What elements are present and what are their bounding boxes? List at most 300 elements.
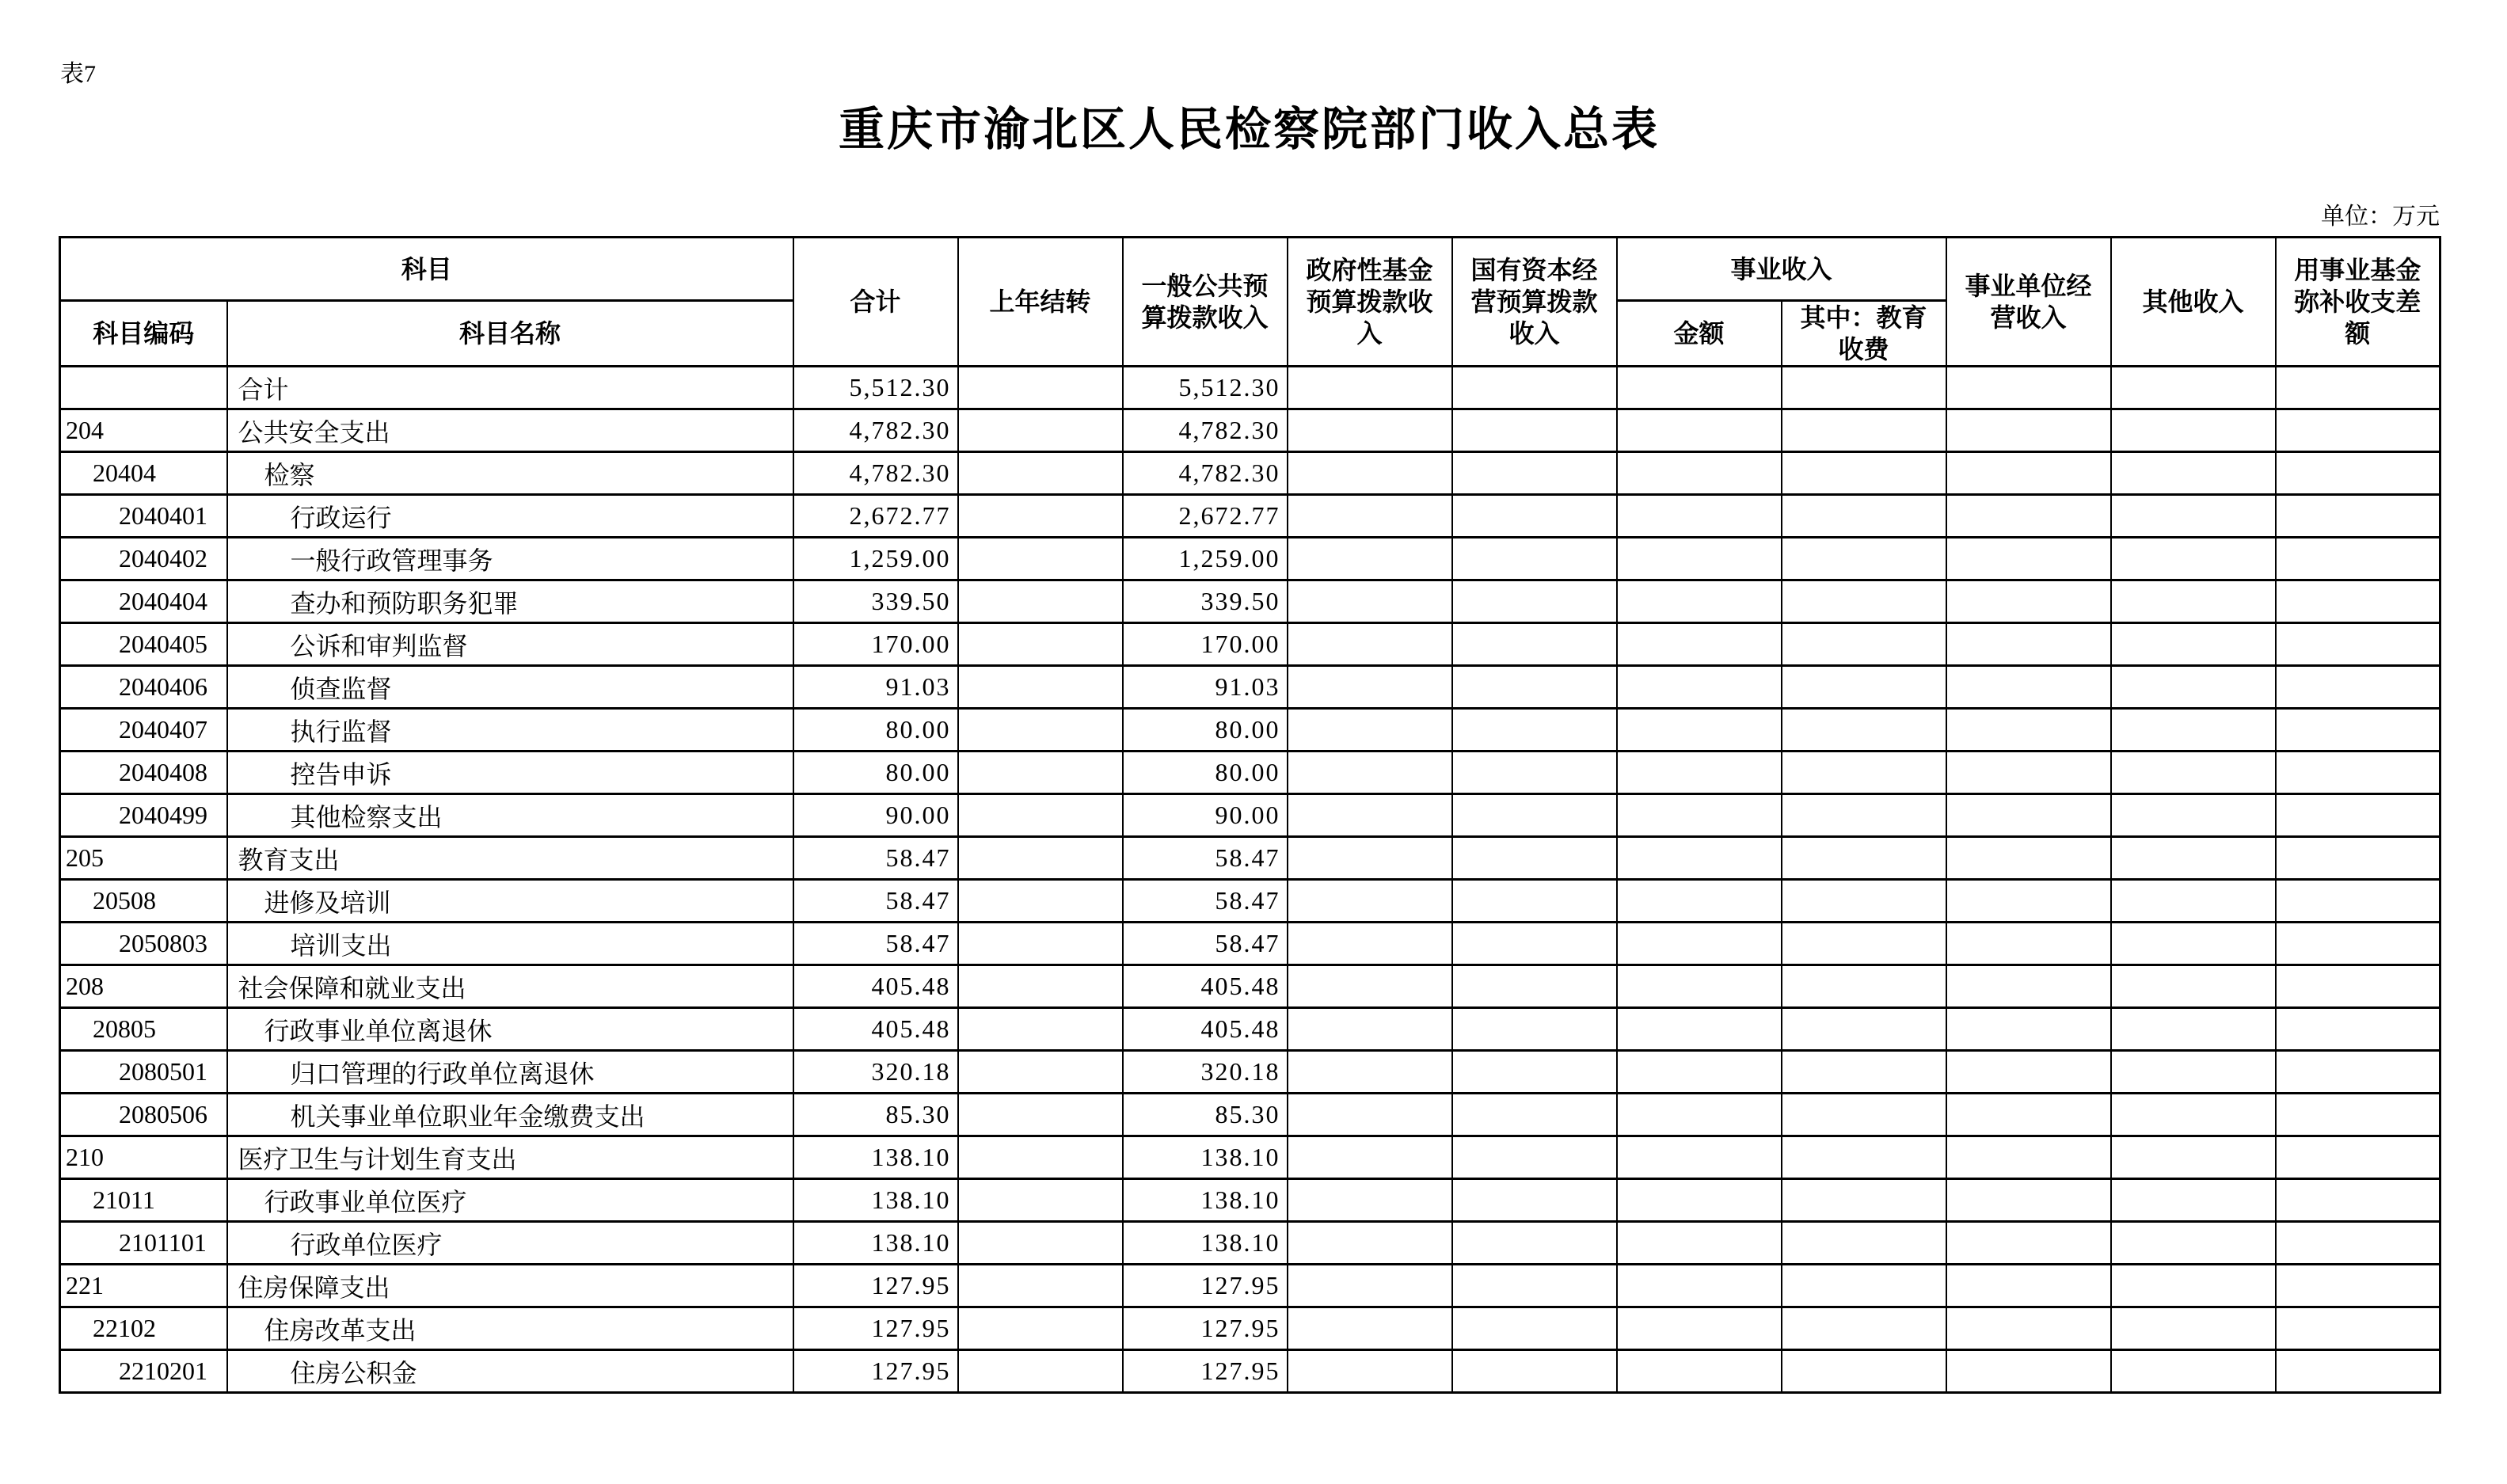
cell-general: 58.47 — [1123, 837, 1288, 880]
cell-code — [60, 367, 227, 409]
cell-state_capital — [1452, 965, 1617, 1008]
cell-state_capital — [1452, 1307, 1617, 1350]
cell-biz_oper — [1946, 1008, 2111, 1051]
cell-other — [2111, 880, 2276, 923]
cell-fund_bal — [2276, 965, 2440, 1008]
header-subject-group: 科目 — [60, 238, 793, 301]
cell-biz_edu — [1782, 1265, 1946, 1307]
cell-general: 138.10 — [1123, 1222, 1288, 1265]
cell-other — [2111, 1265, 2276, 1307]
cell-biz_edu — [1782, 452, 1946, 495]
cell-other — [2111, 752, 2276, 794]
cell-general: 170.00 — [1123, 623, 1288, 666]
cell-biz_amount — [1617, 837, 1782, 880]
cell-fund_bal — [2276, 1136, 2440, 1179]
cell-code: 2040499 — [60, 794, 227, 837]
cell-code: 2101101 — [60, 1222, 227, 1265]
cell-total: 5,512.30 — [793, 367, 958, 409]
cell-name: 住房保障支出 — [227, 1265, 793, 1307]
cell-biz_amount — [1617, 452, 1782, 495]
cell-fund_bal — [2276, 1094, 2440, 1136]
cell-name: 行政运行 — [227, 495, 793, 538]
cell-total: 127.95 — [793, 1307, 958, 1350]
cell-carryover — [958, 623, 1123, 666]
table-row — [60, 1179, 2440, 1222]
cell-biz_amount — [1617, 1265, 1782, 1307]
cell-code: 22102 — [60, 1307, 227, 1350]
cell-code: 2080506 — [60, 1094, 227, 1136]
cell-other — [2111, 923, 2276, 965]
cell-name: 教育支出 — [227, 837, 793, 880]
cell-state_capital — [1452, 409, 1617, 452]
cell-biz_amount — [1617, 923, 1782, 965]
cell-biz_amount — [1617, 495, 1782, 538]
cell-gov_fund — [1288, 409, 1452, 452]
cell-state_capital — [1452, 1179, 1617, 1222]
cell-other — [2111, 1179, 2276, 1222]
cell-state_capital — [1452, 623, 1617, 666]
cell-biz_oper — [1946, 1265, 2111, 1307]
cell-fund_bal — [2276, 1222, 2440, 1265]
cell-carryover — [958, 837, 1123, 880]
cell-name: 归口管理的行政单位离退休 — [227, 1051, 793, 1094]
cell-total: 80.00 — [793, 752, 958, 794]
cell-name: 行政事业单位医疗 — [227, 1179, 793, 1222]
cell-state_capital — [1452, 1265, 1617, 1307]
cell-fund_bal — [2276, 580, 2440, 623]
cell-other — [2111, 367, 2276, 409]
cell-total: 320.18 — [793, 1051, 958, 1094]
cell-code: 208 — [60, 965, 227, 1008]
cell-biz_edu — [1782, 580, 1946, 623]
cell-biz_oper — [1946, 794, 2111, 837]
table-row — [60, 452, 2440, 495]
cell-name: 行政单位医疗 — [227, 1222, 793, 1265]
cell-code: 2040404 — [60, 580, 227, 623]
cell-carryover — [958, 538, 1123, 580]
cell-state_capital — [1452, 1094, 1617, 1136]
cell-name: 进修及培训 — [227, 880, 793, 923]
cell-other — [2111, 1094, 2276, 1136]
cell-other — [2111, 495, 2276, 538]
cell-name: 合计 — [227, 367, 793, 409]
cell-general: 58.47 — [1123, 880, 1288, 923]
cell-other — [2111, 409, 2276, 452]
cell-biz_edu — [1782, 1350, 1946, 1393]
cell-biz_oper — [1946, 709, 2111, 752]
cell-biz_edu — [1782, 1307, 1946, 1350]
header-general-budget: 一般公共预算拨款收入 — [1123, 238, 1288, 367]
cell-biz_amount — [1617, 1051, 1782, 1094]
sheet-label: 表7 — [60, 61, 96, 87]
cell-biz_edu — [1782, 923, 1946, 965]
cell-total: 170.00 — [793, 623, 958, 666]
page-title: 重庆市渝北区人民检察院部门收入总表 — [838, 104, 1660, 155]
cell-biz_edu — [1782, 1222, 1946, 1265]
cell-biz_oper — [1946, 623, 2111, 666]
cell-biz_oper — [1946, 965, 2111, 1008]
cell-fund_bal — [2276, 367, 2440, 409]
cell-carryover — [958, 666, 1123, 709]
cell-biz_amount — [1617, 965, 1782, 1008]
cell-fund_bal — [2276, 1307, 2440, 1350]
cell-state_capital — [1452, 1222, 1617, 1265]
cell-biz_oper — [1946, 923, 2111, 965]
cell-general: 1,259.00 — [1123, 538, 1288, 580]
cell-gov_fund — [1288, 1350, 1452, 1393]
table-row — [60, 495, 2440, 538]
cell-other — [2111, 794, 2276, 837]
cell-name: 社会保障和就业支出 — [227, 965, 793, 1008]
cell-total: 58.47 — [793, 837, 958, 880]
cell-fund_bal — [2276, 880, 2440, 923]
table-row — [60, 538, 2440, 580]
cell-total: 85.30 — [793, 1094, 958, 1136]
cell-fund_bal — [2276, 709, 2440, 752]
cell-gov_fund — [1288, 1265, 1452, 1307]
cell-biz_edu — [1782, 538, 1946, 580]
cell-biz_oper — [1946, 1094, 2111, 1136]
cell-name: 其他检察支出 — [227, 794, 793, 837]
table-row — [60, 367, 2440, 409]
cell-biz_oper — [1946, 452, 2111, 495]
cell-gov_fund — [1288, 1307, 1452, 1350]
unit-note: 单位：万元 — [2321, 204, 2440, 230]
cell-biz_amount — [1617, 1350, 1782, 1393]
cell-carryover — [958, 1222, 1123, 1265]
header-business-amount: 金额 — [1617, 301, 1782, 367]
cell-biz_oper — [1946, 752, 2111, 794]
cell-biz_oper — [1946, 666, 2111, 709]
cell-general: 4,782.30 — [1123, 409, 1288, 452]
cell-general: 138.10 — [1123, 1136, 1288, 1179]
cell-state_capital — [1452, 367, 1617, 409]
table-row — [60, 666, 2440, 709]
cell-name: 医疗卫生与计划生育支出 — [227, 1136, 793, 1179]
cell-code: 21011 — [60, 1179, 227, 1222]
cell-gov_fund — [1288, 1136, 1452, 1179]
cell-gov_fund — [1288, 837, 1452, 880]
cell-biz_edu — [1782, 1179, 1946, 1222]
income-table — [59, 236, 2441, 1394]
cell-fund_bal — [2276, 1265, 2440, 1307]
table-row — [60, 1051, 2440, 1094]
cell-total: 405.48 — [793, 1008, 958, 1051]
cell-biz_edu — [1782, 1051, 1946, 1094]
cell-total: 138.10 — [793, 1136, 958, 1179]
cell-other — [2111, 1136, 2276, 1179]
header-other-income: 其他收入 — [2111, 238, 2276, 367]
cell-biz_edu — [1782, 965, 1946, 1008]
cell-total: 58.47 — [793, 923, 958, 965]
cell-carryover — [958, 580, 1123, 623]
cell-biz_oper — [1946, 1051, 2111, 1094]
cell-general: 85.30 — [1123, 1094, 1288, 1136]
cell-gov_fund — [1288, 367, 1452, 409]
cell-carryover — [958, 1307, 1123, 1350]
cell-total: 1,259.00 — [793, 538, 958, 580]
cell-other — [2111, 1222, 2276, 1265]
cell-general: 2,672.77 — [1123, 495, 1288, 538]
header-business-edu-fee: 其中：教育收费 — [1782, 301, 1946, 367]
cell-biz_edu — [1782, 409, 1946, 452]
cell-gov_fund — [1288, 923, 1452, 965]
cell-state_capital — [1452, 1051, 1617, 1094]
table-row — [60, 623, 2440, 666]
table-row — [60, 1307, 2440, 1350]
cell-total: 127.95 — [793, 1350, 958, 1393]
cell-general: 5,512.30 — [1123, 367, 1288, 409]
cell-other — [2111, 623, 2276, 666]
cell-general: 91.03 — [1123, 666, 1288, 709]
cell-biz_amount — [1617, 1307, 1782, 1350]
cell-total: 405.48 — [793, 965, 958, 1008]
header-fund-balance-offset: 用事业基金弥补收支差额 — [2276, 238, 2440, 367]
cell-carryover — [958, 409, 1123, 452]
cell-code: 2210201 — [60, 1350, 227, 1393]
cell-biz_oper — [1946, 837, 2111, 880]
cell-state_capital — [1452, 794, 1617, 837]
table-row — [60, 1265, 2440, 1307]
cell-biz_amount — [1617, 367, 1782, 409]
table-header — [60, 238, 2440, 367]
cell-total: 138.10 — [793, 1222, 958, 1265]
cell-biz_amount — [1617, 709, 1782, 752]
cell-code: 210 — [60, 1136, 227, 1179]
cell-general: 339.50 — [1123, 580, 1288, 623]
cell-carryover — [958, 1265, 1123, 1307]
cell-biz_edu — [1782, 495, 1946, 538]
cell-general: 80.00 — [1123, 709, 1288, 752]
cell-fund_bal — [2276, 837, 2440, 880]
cell-code: 2040406 — [60, 666, 227, 709]
cell-other — [2111, 1008, 2276, 1051]
cell-biz_amount — [1617, 1179, 1782, 1222]
cell-name: 住房公积金 — [227, 1350, 793, 1393]
table-row — [60, 880, 2440, 923]
cell-biz_oper — [1946, 1179, 2111, 1222]
cell-general: 127.95 — [1123, 1265, 1288, 1307]
cell-carryover — [958, 1350, 1123, 1393]
cell-state_capital — [1452, 837, 1617, 880]
cell-general: 4,782.30 — [1123, 452, 1288, 495]
cell-general: 405.48 — [1123, 965, 1288, 1008]
cell-biz_amount — [1617, 1222, 1782, 1265]
cell-gov_fund — [1288, 538, 1452, 580]
cell-biz_oper — [1946, 1350, 2111, 1393]
cell-biz_edu — [1782, 1008, 1946, 1051]
cell-state_capital — [1452, 1136, 1617, 1179]
cell-code: 2040402 — [60, 538, 227, 580]
cell-fund_bal — [2276, 923, 2440, 965]
cell-gov_fund — [1288, 666, 1452, 709]
cell-biz_oper — [1946, 538, 2111, 580]
table-row — [60, 965, 2440, 1008]
cell-other — [2111, 580, 2276, 623]
cell-gov_fund — [1288, 1051, 1452, 1094]
cell-fund_bal — [2276, 1008, 2440, 1051]
header-state-capital-budget: 国有资本经营预算拨款收入 — [1452, 238, 1617, 367]
cell-biz_oper — [1946, 1307, 2111, 1350]
cell-biz_edu — [1782, 1136, 1946, 1179]
cell-total: 2,672.77 — [793, 495, 958, 538]
cell-carryover — [958, 1008, 1123, 1051]
cell-general: 320.18 — [1123, 1051, 1288, 1094]
cell-carryover — [958, 1136, 1123, 1179]
cell-carryover — [958, 752, 1123, 794]
cell-fund_bal — [2276, 752, 2440, 794]
header-business-operating-income: 事业单位经营收入 — [1946, 238, 2111, 367]
cell-code: 2040401 — [60, 495, 227, 538]
table-row — [60, 1008, 2440, 1051]
cell-name: 公诉和审判监督 — [227, 623, 793, 666]
header-total: 合计 — [793, 238, 958, 367]
cell-biz_amount — [1617, 580, 1782, 623]
cell-biz_amount — [1617, 1136, 1782, 1179]
cell-general: 127.95 — [1123, 1350, 1288, 1393]
cell-code: 221 — [60, 1265, 227, 1307]
cell-name: 公共安全支出 — [227, 409, 793, 452]
cell-name: 检察 — [227, 452, 793, 495]
table-row — [60, 409, 2440, 452]
cell-biz_amount — [1617, 752, 1782, 794]
cell-biz_edu — [1782, 666, 1946, 709]
cell-biz_edu — [1782, 1094, 1946, 1136]
cell-carryover — [958, 880, 1123, 923]
cell-other — [2111, 666, 2276, 709]
cell-biz_edu — [1782, 752, 1946, 794]
cell-total: 339.50 — [793, 580, 958, 623]
cell-code: 204 — [60, 409, 227, 452]
cell-carryover — [958, 923, 1123, 965]
cell-biz_amount — [1617, 1094, 1782, 1136]
cell-gov_fund — [1288, 1179, 1452, 1222]
cell-code: 2040408 — [60, 752, 227, 794]
cell-gov_fund — [1288, 623, 1452, 666]
cell-other — [2111, 1350, 2276, 1393]
table-row — [60, 580, 2440, 623]
cell-gov_fund — [1288, 452, 1452, 495]
cell-biz_amount — [1617, 880, 1782, 923]
cell-code: 20805 — [60, 1008, 227, 1051]
cell-fund_bal — [2276, 1051, 2440, 1094]
cell-state_capital — [1452, 495, 1617, 538]
cell-name: 机关事业单位职业年金缴费支出 — [227, 1094, 793, 1136]
cell-gov_fund — [1288, 794, 1452, 837]
cell-gov_fund — [1288, 580, 1452, 623]
cell-total: 90.00 — [793, 794, 958, 837]
cell-name: 一般行政管理事务 — [227, 538, 793, 580]
cell-general: 138.10 — [1123, 1179, 1288, 1222]
cell-biz_edu — [1782, 709, 1946, 752]
cell-code: 2050803 — [60, 923, 227, 965]
cell-fund_bal — [2276, 409, 2440, 452]
table-row — [60, 1094, 2440, 1136]
cell-other — [2111, 709, 2276, 752]
cell-total: 80.00 — [793, 709, 958, 752]
cell-code: 205 — [60, 837, 227, 880]
cell-other — [2111, 538, 2276, 580]
cell-carryover — [958, 965, 1123, 1008]
cell-other — [2111, 1051, 2276, 1094]
cell-total: 4,782.30 — [793, 452, 958, 495]
cell-state_capital — [1452, 1350, 1617, 1393]
cell-gov_fund — [1288, 709, 1452, 752]
cell-total: 127.95 — [793, 1265, 958, 1307]
cell-biz_edu — [1782, 794, 1946, 837]
cell-biz_oper — [1946, 1222, 2111, 1265]
table-row — [60, 709, 2440, 752]
table-row — [60, 1350, 2440, 1393]
cell-biz_edu — [1782, 623, 1946, 666]
cell-biz_oper — [1946, 367, 2111, 409]
header-subject-code: 科目编码 — [60, 301, 227, 367]
cell-gov_fund — [1288, 1008, 1452, 1051]
cell-other — [2111, 837, 2276, 880]
cell-gov_fund — [1288, 965, 1452, 1008]
cell-code: 20508 — [60, 880, 227, 923]
cell-general: 90.00 — [1123, 794, 1288, 837]
cell-code: 2040405 — [60, 623, 227, 666]
cell-fund_bal — [2276, 1350, 2440, 1393]
cell-code: 20404 — [60, 452, 227, 495]
cell-state_capital — [1452, 709, 1617, 752]
cell-biz_amount — [1617, 409, 1782, 452]
cell-carryover — [958, 1094, 1123, 1136]
cell-state_capital — [1452, 923, 1617, 965]
cell-code: 2080501 — [60, 1051, 227, 1094]
cell-name: 住房改革支出 — [227, 1307, 793, 1350]
table-row — [60, 752, 2440, 794]
cell-fund_bal — [2276, 1179, 2440, 1222]
cell-total: 4,782.30 — [793, 409, 958, 452]
cell-biz_amount — [1617, 1008, 1782, 1051]
cell-state_capital — [1452, 752, 1617, 794]
cell-state_capital — [1452, 880, 1617, 923]
cell-name: 执行监督 — [227, 709, 793, 752]
cell-biz_amount — [1617, 538, 1782, 580]
header-subject-name: 科目名称 — [227, 301, 793, 367]
cell-code: 2040407 — [60, 709, 227, 752]
header-row-1 — [60, 238, 2440, 301]
cell-biz_edu — [1782, 367, 1946, 409]
cell-gov_fund — [1288, 495, 1452, 538]
cell-biz_oper — [1946, 495, 2111, 538]
cell-biz_edu — [1782, 837, 1946, 880]
cell-fund_bal — [2276, 794, 2440, 837]
cell-name: 行政事业单位离退休 — [227, 1008, 793, 1051]
cell-general: 58.47 — [1123, 923, 1288, 965]
cell-carryover — [958, 1051, 1123, 1094]
cell-biz_oper — [1946, 409, 2111, 452]
cell-biz_oper — [1946, 880, 2111, 923]
cell-biz_edu — [1782, 880, 1946, 923]
table-row — [60, 794, 2440, 837]
header-business-income-group: 事业收入 — [1617, 238, 1946, 301]
cell-fund_bal — [2276, 452, 2440, 495]
cell-carryover — [958, 709, 1123, 752]
header-gov-fund-budget: 政府性基金预算拨款收入 — [1288, 238, 1452, 367]
cell-total: 91.03 — [793, 666, 958, 709]
cell-state_capital — [1452, 538, 1617, 580]
cell-name: 控告申诉 — [227, 752, 793, 794]
cell-state_capital — [1452, 666, 1617, 709]
cell-total: 58.47 — [793, 880, 958, 923]
cell-name: 培训支出 — [227, 923, 793, 965]
cell-name: 查办和预防职务犯罪 — [227, 580, 793, 623]
cell-other — [2111, 452, 2276, 495]
table-row — [60, 1136, 2440, 1179]
